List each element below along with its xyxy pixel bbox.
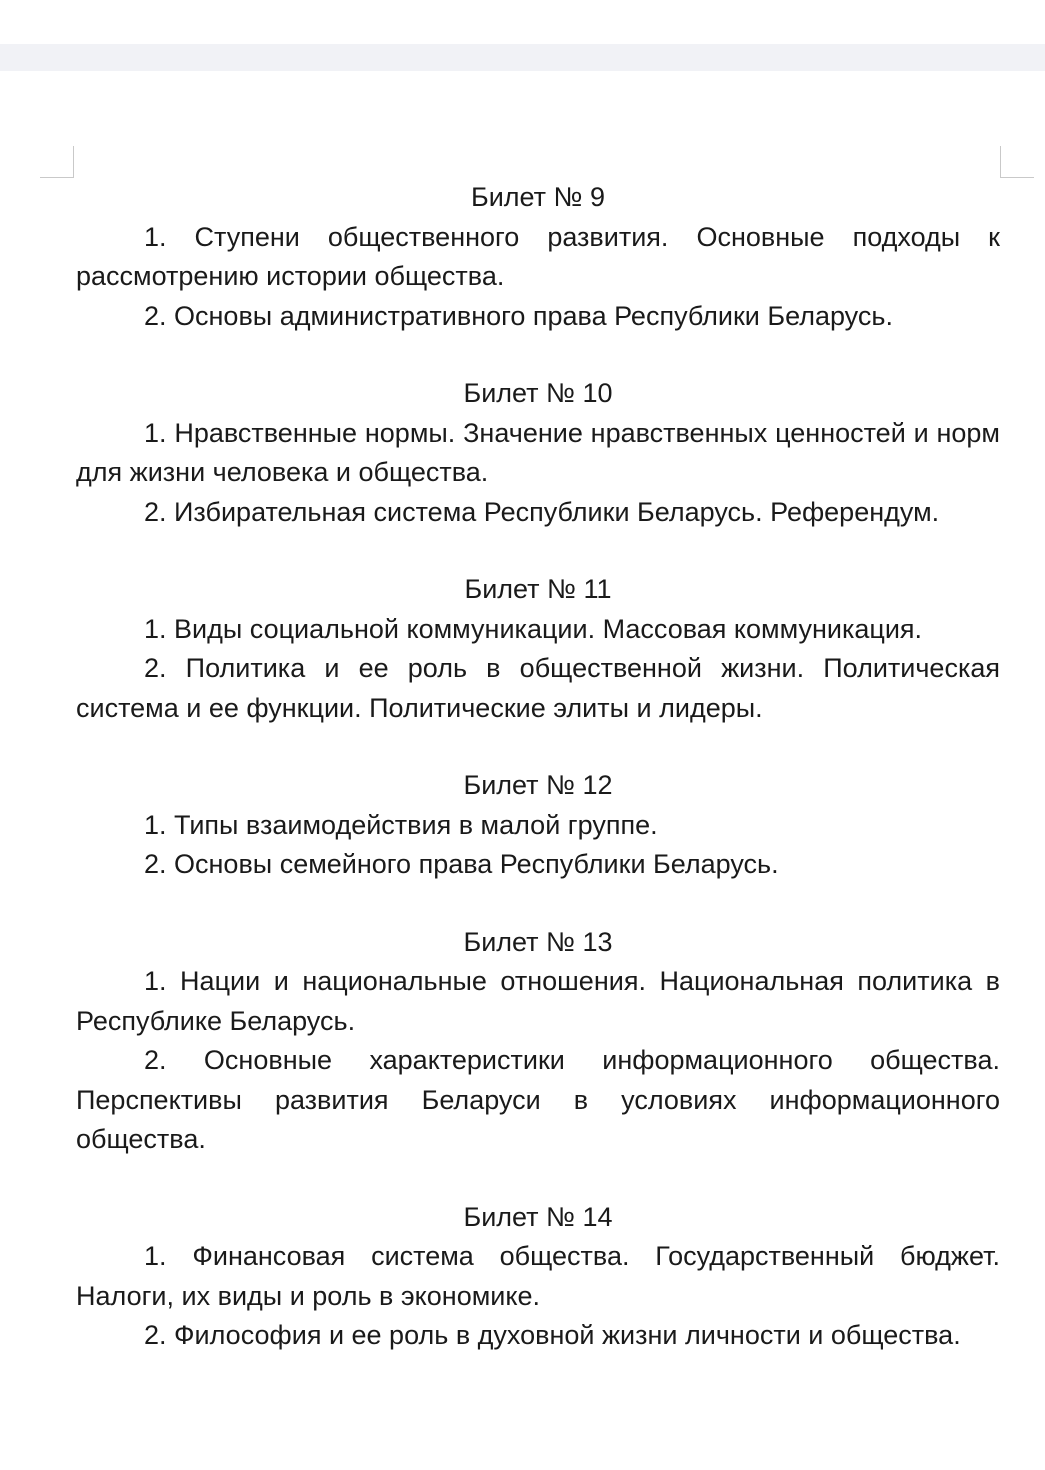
ticket-question: 1. Нации и национальные отношения. Национальная политика в Республике Беларусь. <box>76 966 1000 1036</box>
ticket-9 <box>76 178 1000 336</box>
ticket-question: 2. Основные характеристики информационного общества. Перспективы развития Беларуси в условиях информационного общества. <box>76 1045 1000 1154</box>
ticket-10 <box>76 374 1000 532</box>
ticket-question: 1. Виды социальной коммуникации. Массовая коммуникация. <box>144 613 923 644</box>
ticket-question: 2. Политика и ее роль в общественной жизни. Политическая система и ее функции. Политические элиты и лидеры. <box>76 653 1000 723</box>
ticket-question: 2. Основы административного права Республики Беларусь. <box>144 300 893 331</box>
ticket-14 <box>76 1198 1000 1356</box>
ticket-question: 2. Философия и ее роль в духовной жизни личности и общества. <box>144 1320 961 1350</box>
document-page <box>76 178 1000 1394</box>
ticket-title: Билет № 13 <box>463 926 613 957</box>
ticket-11 <box>76 570 1000 728</box>
ticket-question: 2. Избирательная система Республики Беларусь. Референдум. <box>144 496 940 527</box>
page-margin-corner-left <box>40 146 74 178</box>
ticket-12 <box>76 766 1000 885</box>
ticket-13 <box>76 923 1000 1160</box>
ticket-question: 1. Типы взаимодействия в малой группе. <box>144 809 658 840</box>
ticket-question: 1. Финансовая система общества. Государственный бюджет. Налоги, их виды и роль в экономике. <box>76 1241 1000 1311</box>
page-margin-corner-right <box>1000 146 1034 178</box>
ticket-title: Билет № 10 <box>463 378 613 408</box>
ticket-title: Билет № 9 <box>470 182 606 212</box>
ticket-question: 2. Основы семейного права Республики Беларусь. <box>144 849 779 879</box>
ticket-title: Билет № 11 <box>464 574 612 604</box>
ticket-question: 1. Нравственные нормы. Значение нравственных ценностей и норм для жизни человека и общества. <box>76 417 1000 487</box>
ticket-question: 1. Ступени общественного развития. Основные подходы к рассмотрению истории общества. <box>76 221 1000 291</box>
ticket-title: Билет № 12 <box>463 770 613 800</box>
viewer-top-bar <box>0 44 1045 71</box>
ticket-title: Билет № 14 <box>463 1201 613 1232</box>
